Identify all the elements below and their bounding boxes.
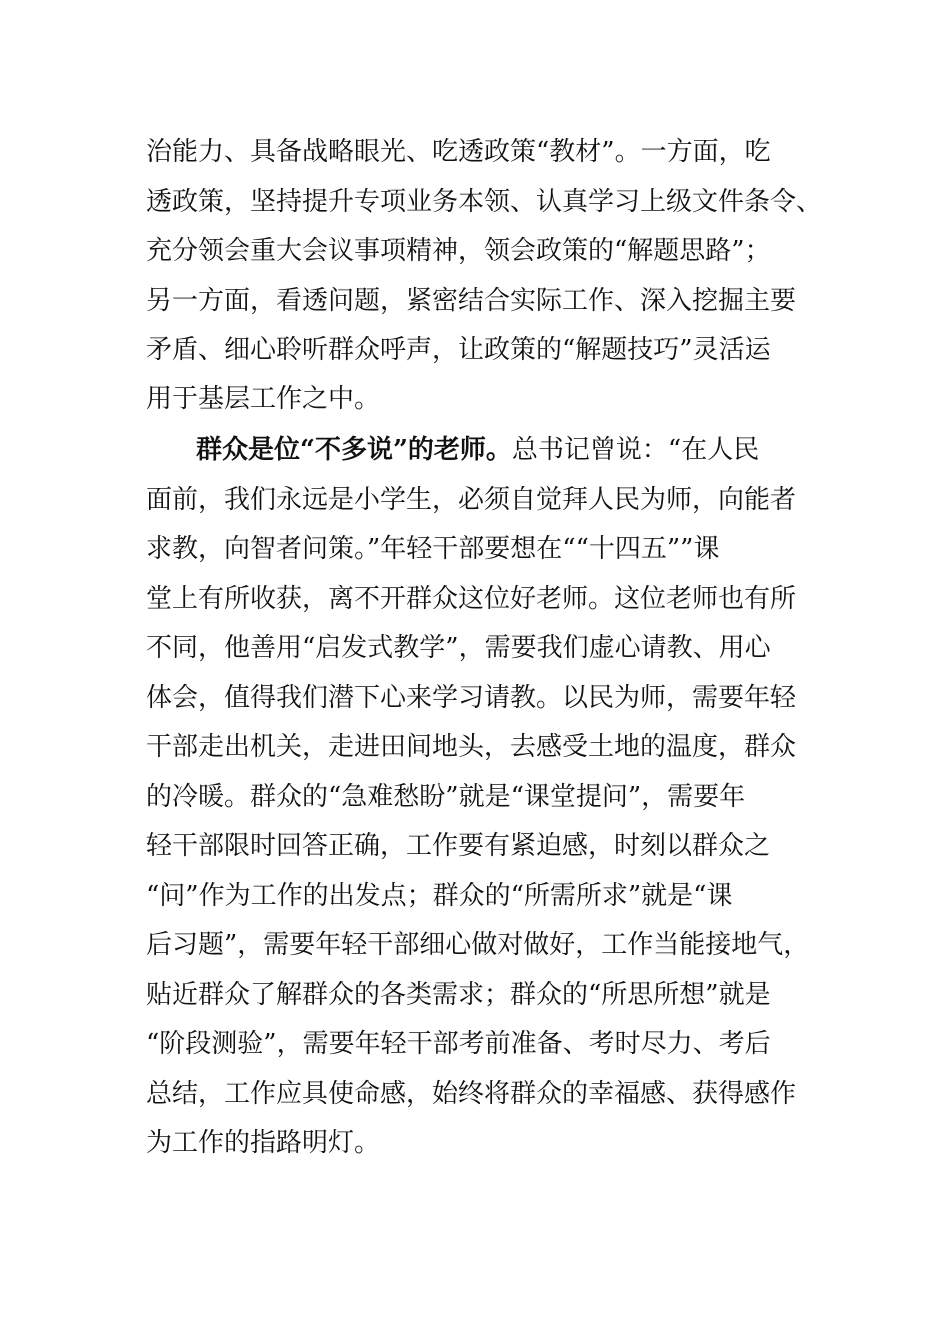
paragraph-2-line-2: 面前，我们永远是小学生，必须自觉拜人民为师，向能者 [146, 485, 797, 515]
paragraph-2-line-10: “问”作为工作的出发点；群众的“所需所求”就是“课 [146, 881, 733, 911]
paragraph-2-line-7: 干部走出机关，走进田间地头，去感受土地的温度，群众 [146, 732, 797, 762]
paragraph-2-heading: 群众是位“不多说”的老师。 [196, 435, 512, 465]
paragraph-1-line-2: 透政策，坚持提升专项业务本领、认真学习上级文件条令、 [146, 187, 823, 217]
paragraph-2-line-8: 的冷暖。群众的“急难愁盼”就是“课堂提问”，需要年 [146, 782, 746, 812]
paragraph-2-line-11: 后习题”，需要年轻干部细心做对做好，工作当能接地气， [146, 930, 810, 960]
paragraph-2-line-1-text: 总书记曾说：“在人民 [511, 435, 760, 465]
paragraph-1-line-4: 另一方面，看透问题，紧密结合实际工作、深入挖掘主要 [146, 286, 797, 316]
paragraph-2-line-3: 求教，向智者问策。”年轻干部要想在““十四五””课 [146, 534, 720, 564]
paragraph-2-line-15: 为工作的指路明灯。 [146, 1128, 381, 1158]
paragraph-2-line-1 [196, 430, 759, 470]
paragraph-1-line-3: 充分领会重大会议事项精神，领会政策的“解题思路”； [146, 236, 771, 266]
paragraph-2-line-13: “阶段测验”，需要年轻干部考前准备、考时尽力、考后 [146, 1029, 771, 1059]
paragraph-2-line-6: 体会，值得我们潜下心来学习请教。以民为师，需要年轻 [146, 683, 797, 713]
paragraph-1-line-6: 用于基层工作之中。 [146, 384, 381, 414]
paragraph-2-line-5: 不同，他善用“启发式教学”，需要我们虚心请教、用心 [146, 633, 771, 663]
paragraph-1-line-5: 矛盾、细心聆听群众呼声，让政策的“解题技巧”灵活运 [146, 335, 771, 365]
paragraph-1-line-1: 治能力、具备战略眼光、吃透政策“教材”。一方面，吃 [146, 137, 771, 167]
paragraph-2-line-9: 轻干部限时回答正确，工作要有紧迫感，时刻以群众之 [146, 831, 771, 861]
paragraph-2-line-14: 总结，工作应具使命感，始终将群众的幸福感、获得感作 [146, 1079, 797, 1109]
paragraph-2-line-4: 堂上有所收获，离不开群众这位好老师。这位老师也有所 [146, 584, 797, 614]
paragraph-2-line-12: 贴近群众了解群众的各类需求；群众的“所思所想”就是 [146, 980, 771, 1010]
